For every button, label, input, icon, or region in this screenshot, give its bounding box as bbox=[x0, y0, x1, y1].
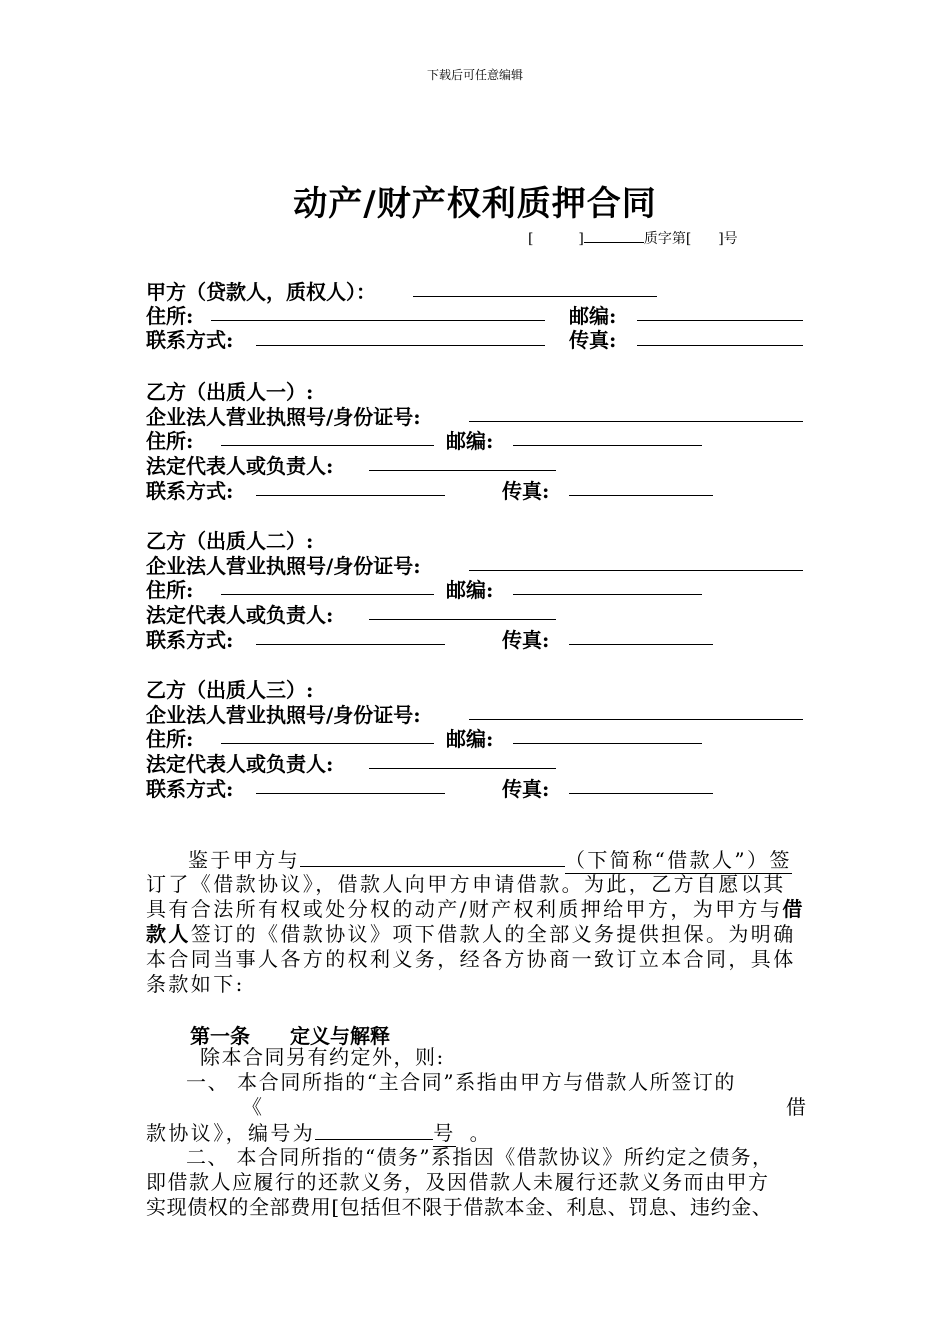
article-1-heading: 第一条 bbox=[190, 1024, 250, 1048]
document-number bbox=[528, 228, 738, 248]
article-1-item-2-line-3: 实现债权的全部费用[包括但不限于借款本金、利息、罚息、违约金、 bbox=[146, 1195, 773, 1219]
party-b-contact-label-2: 联系方式: bbox=[146, 627, 234, 652]
article-1-item-1-jie: 借 bbox=[786, 1095, 809, 1119]
doc-number-end: ]号 bbox=[718, 231, 738, 247]
party-a-contact-label: 联系方式: bbox=[146, 328, 234, 352]
article-1-item-2-line-2: 即借款人应履行的还款义务，及因借款人未履行还款义务而由甲方 bbox=[146, 1170, 770, 1194]
party-b-fax-field-1[interactable] bbox=[569, 495, 713, 496]
party-b-fax-label-3: 传真: bbox=[502, 776, 550, 801]
party-a-fax-field[interactable] bbox=[637, 345, 803, 346]
party-a-heading: 甲方（贷款人，质权人）： bbox=[146, 280, 376, 304]
preamble-line-4: 款人签订的《借款协议》项下借款人的全部义务提供担保。为明确 bbox=[146, 922, 796, 946]
party-b-address-label-1: 住所: bbox=[146, 429, 194, 454]
article-1-item-1-line-3: 款协议》，编号为 号 。 bbox=[146, 1121, 493, 1145]
party-a-address-label: 住所: bbox=[146, 304, 194, 328]
doc-number-mid: 质字第[ bbox=[643, 231, 692, 247]
party-b-license-label-3: 企业法人营业执照号/身份证号: bbox=[146, 702, 421, 727]
party-b-rep-field-2[interactable] bbox=[369, 619, 556, 620]
page-header-note: 下载后可任意编辑 bbox=[426, 68, 523, 82]
borrower-alias-text: （下简称“借款人”）签 bbox=[565, 848, 792, 872]
party-a-name-field[interactable] bbox=[413, 296, 657, 297]
party-b-postcode-label-3: 邮编: bbox=[446, 727, 494, 752]
party-b-postcode-label-2: 邮编: bbox=[446, 578, 494, 603]
party-b-fax-label-1: 传真: bbox=[502, 478, 550, 503]
party-b-rep-label-3: 法定代表人或负责人: bbox=[146, 752, 334, 777]
party-b-contact-label-1: 联系方式: bbox=[146, 478, 234, 503]
article-1-item-1-open-quote: 《 bbox=[242, 1095, 265, 1119]
preamble-line-6: 条款如下: bbox=[146, 972, 245, 996]
doc-number-open-bracket: [ bbox=[528, 231, 534, 247]
party-b-heading-3: 乙方（出质人三）: bbox=[146, 678, 314, 702]
party-b-heading-1: 乙方（出质人一）: bbox=[146, 380, 314, 404]
party-b-address-field-3[interactable] bbox=[221, 743, 434, 744]
preamble-line-5: 本合同当事人各方的权利义务，经各方协商一致订立本合同，具体 bbox=[146, 947, 796, 971]
party-b-postcode-field-2[interactable] bbox=[513, 594, 702, 595]
party-b-fax-field-3[interactable] bbox=[569, 793, 713, 794]
party-b-postcode-label-1: 邮编: bbox=[446, 429, 494, 454]
party-b-rep-field-1[interactable] bbox=[369, 470, 556, 471]
party-a-postcode-field[interactable] bbox=[637, 320, 803, 321]
party-b-address-label-3: 住所: bbox=[146, 727, 194, 752]
article-1-item-2-line-1: 二、 本合同所指的“债务”系指因《借款协议》所约定之债务， bbox=[186, 1145, 774, 1169]
party-b-rep-label-2: 法定代表人或负责人: bbox=[146, 603, 334, 628]
party-b-license-field-1[interactable] bbox=[469, 421, 803, 422]
party-b-contact-field-1[interactable] bbox=[256, 495, 445, 496]
party-b-license-field-3[interactable] bbox=[469, 719, 803, 720]
document-title: 动产/财产权利质押合同 bbox=[293, 184, 657, 224]
article-1-title: 定义与解释 bbox=[290, 1024, 390, 1048]
party-a-postcode-label: 邮编: bbox=[569, 304, 617, 328]
party-a-fax-label: 传真: bbox=[569, 328, 617, 352]
contract-number-field[interactable] bbox=[315, 1120, 433, 1140]
party-b-address-field-2[interactable] bbox=[221, 594, 434, 595]
party-b-rep-label-1: 法定代表人或负责人: bbox=[146, 454, 334, 479]
party-b-contact-field-3[interactable] bbox=[256, 793, 445, 794]
doc-number-blank[interactable] bbox=[584, 228, 644, 243]
article-1-item-1-line-1: 一、 本合同所指的“主合同”系指由甲方与借款人所签订的 bbox=[186, 1070, 737, 1094]
preamble-line-1: 鉴于甲方与 （下简称“借款人”）签 bbox=[188, 848, 792, 872]
party-b-rep-field-3[interactable] bbox=[369, 768, 556, 769]
party-b-address-label-2: 住所: bbox=[146, 578, 194, 603]
party-b-fax-label-2: 传真: bbox=[502, 627, 550, 652]
article-1-intro: 除本合同另有约定外，则: bbox=[200, 1045, 445, 1069]
party-b-license-field-2[interactable] bbox=[469, 570, 803, 571]
party-b-heading-2: 乙方（出质人二）: bbox=[146, 529, 314, 553]
party-b-license-label-2: 企业法人营业执照号/身份证号: bbox=[146, 553, 421, 578]
doc-number-close-bracket: ] bbox=[578, 231, 584, 247]
preamble-line-2: 订了《借款协议》，借款人向甲方申请借款。为此，乙方自愿以其 bbox=[146, 872, 786, 896]
party-b-fax-field-2[interactable] bbox=[569, 644, 713, 645]
party-b-contact-label-3: 联系方式: bbox=[146, 776, 234, 801]
party-a-address-field[interactable] bbox=[211, 320, 545, 321]
party-b-contact-field-2[interactable] bbox=[256, 644, 445, 645]
party-b-postcode-field-1[interactable] bbox=[513, 445, 702, 446]
party-b-license-label-1: 企业法人营业执照号/身份证号: bbox=[146, 404, 421, 429]
party-a-contact-field[interactable] bbox=[256, 345, 545, 346]
borrower-name-field[interactable] bbox=[300, 847, 565, 867]
party-b-postcode-field-3[interactable] bbox=[513, 743, 702, 744]
party-b-address-field-1[interactable] bbox=[221, 445, 434, 446]
preamble-line-3: 具有合法所有权或处分权的动产/财产权利质押给甲方，为甲方与借 bbox=[146, 897, 805, 921]
